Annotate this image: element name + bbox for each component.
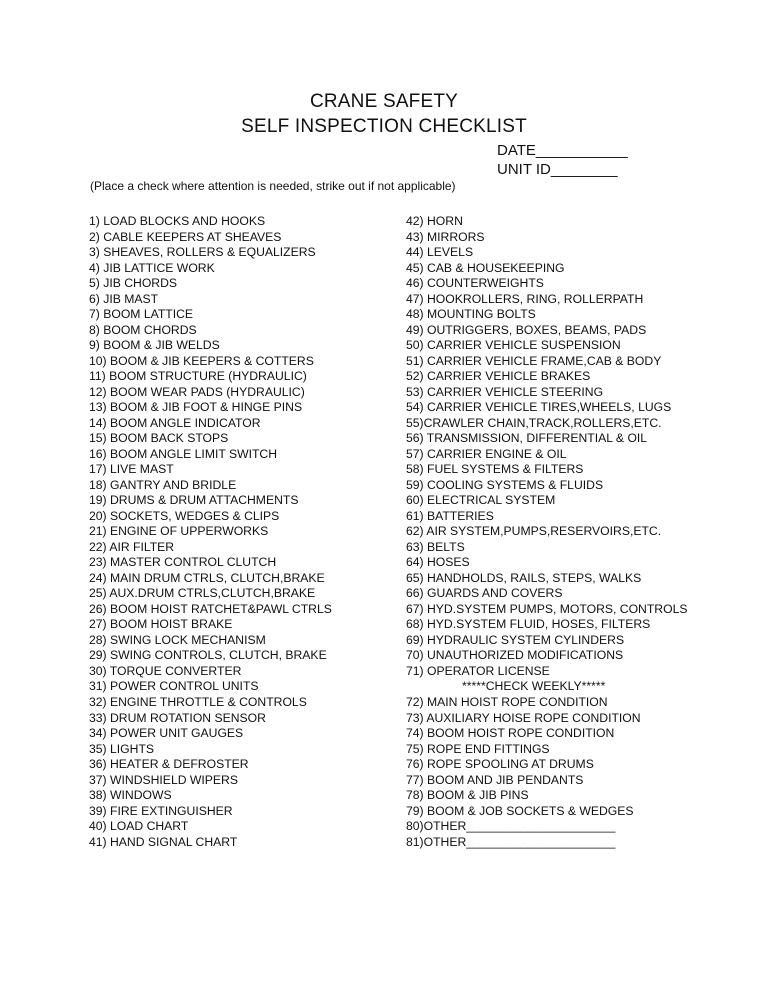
- checklist-item: 31) POWER CONTROL UNITS: [89, 679, 259, 694]
- checklist-item: 12) BOOM WEAR PADS (HYDRAULIC): [89, 384, 305, 399]
- checklist-item: 73) AUXILIARY HOISE ROPE CONDITION: [406, 710, 641, 725]
- checklist-item: 15) BOOM BACK STOPS: [89, 431, 229, 446]
- checklist-item: 78) BOOM & JIB PINS: [406, 788, 529, 803]
- checklist-item: 13) BOOM & JIB FOOT & HINGE PINS: [89, 400, 303, 415]
- checklist-item: 62) AIR SYSTEM,PUMPS,RESERVOIRS,ETC.: [406, 524, 662, 539]
- checklist-item: 77) BOOM AND JIB PENDANTS: [406, 772, 584, 787]
- checklist-item: 22) AIR FILTER: [89, 539, 175, 554]
- checklist-item: 20) SOCKETS, WEDGES & CLIPS: [89, 508, 280, 523]
- checklist-item: 69) HYDRAULIC SYSTEM CYLINDERS: [406, 632, 625, 647]
- checklist-item: 9) BOOM & JIB WELDS: [89, 338, 220, 353]
- checklist-item: 47) HOOKROLLERS, RING, ROLLERPATH: [406, 291, 644, 306]
- checklist-item: 45) CAB & HOUSEKEEPING: [406, 260, 565, 275]
- checklist-item: 18) GANTRY AND BRIDLE: [89, 477, 237, 492]
- date-field: DATE___________: [497, 142, 628, 159]
- checklist-item: 58) FUEL SYSTEMS & FILTERS: [406, 462, 584, 477]
- checklist-item: 16) BOOM ANGLE LIMIT SWITCH: [89, 446, 278, 461]
- checklist-item: 38) WINDOWS: [89, 788, 172, 803]
- checklist-item: 29) SWING CONTROLS, CLUTCH, BRAKE: [89, 648, 327, 663]
- checklist-item: 50) CARRIER VEHICLE SUSPENSION: [406, 338, 621, 353]
- checklist-item: 68) HYD.SYSTEM FLUID, HOSES, FILTERS: [406, 617, 651, 632]
- checklist-right-column: [406, 214, 688, 850]
- checklist-item: 61) BATTERIES: [406, 508, 494, 523]
- checklist-item: 34) POWER UNIT GAUGES: [89, 726, 244, 741]
- checklist-item: 79) BOOM & JOB SOCKETS & WEDGES: [406, 803, 634, 818]
- checklist-left-column: [89, 214, 332, 850]
- checklist-item: 19) DRUMS & DRUM ATTACHMENTS: [89, 493, 299, 508]
- checklist-item: 42) HORN: [406, 214, 463, 228]
- checklist-item: 74) BOOM HOIST ROPE CONDITION: [406, 726, 615, 741]
- checklist-item: 67) HYD.SYSTEM PUMPS, MOTORS, CONTROLS: [406, 601, 688, 616]
- checklist-item: 59) COOLING SYSTEMS & FLUIDS: [406, 477, 604, 492]
- checklist-item: 35) LIGHTS: [89, 741, 155, 756]
- checklist-item: 65) HANDHOLDS, RAILS, STEPS, WALKS: [406, 570, 642, 585]
- checklist-item: 55)CRAWLER CHAIN,TRACK,ROLLERS,ETC.: [406, 415, 662, 430]
- checklist-item: 24) MAIN DRUM CTRLS, CLUTCH,BRAKE: [89, 570, 325, 585]
- checklist-item: 26) BOOM HOIST RATCHET&PAWL CTRLS: [89, 601, 332, 616]
- checklist-item: 51) CARRIER VEHICLE FRAME,CAB & BODY: [406, 353, 662, 368]
- checklist-item: 56) TRANSMISSION, DIFFERENTIAL & OIL: [406, 431, 648, 446]
- checklist-item: 76) ROPE SPOOLING AT DRUMS: [406, 757, 594, 772]
- checklist-item: 2) CABLE KEEPERS AT SHEAVES: [89, 229, 282, 244]
- checklist-item: 49) OUTRIGGERS, BOXES, BEAMS, PADS: [406, 322, 647, 337]
- checklist-item: 25) AUX.DRUM CTRLS,CLUTCH,BRAKE: [89, 586, 316, 601]
- checklist-item: 46) COUNTERWEIGHTS: [406, 276, 544, 291]
- checklist-item: 21) ENGINE OF UPPERWORKS: [89, 524, 269, 539]
- checklist-item: 3) SHEAVES, ROLLERS & EQUALIZERS: [89, 245, 316, 260]
- weekly-check-header: *****CHECK WEEKLY*****: [462, 679, 606, 694]
- unit-id-field: UNIT ID________: [497, 161, 618, 178]
- checklist-item: 10) BOOM & JIB KEEPERS & COTTERS: [89, 353, 314, 368]
- checklist-item: 60) ELECTRICAL SYSTEM: [406, 493, 556, 508]
- checklist-item: 57) CARRIER ENGINE & OIL: [406, 446, 567, 461]
- checklist-item: 23) MASTER CONTROL CLUTCH: [89, 555, 277, 570]
- checklist-item: 17) LIVE MAST: [89, 462, 174, 477]
- checklist-item: 11) BOOM STRUCTURE (HYDRAULIC): [89, 369, 307, 384]
- checklist-item: 7) BOOM LATTICE: [89, 307, 194, 322]
- checklist-item: 5) JIB CHORDS: [89, 276, 178, 291]
- checklist-item: 66) GUARDS AND COVERS: [406, 586, 563, 601]
- checklist-item: 40) LOAD CHART: [89, 819, 189, 834]
- checklist-item: 39) FIRE EXTINGUISHER: [89, 803, 233, 818]
- checklist-item: 81)OTHER______________________: [406, 834, 616, 849]
- checklist-item: 48) MOUNTING BOLTS: [406, 307, 536, 322]
- checklist-item: 36) HEATER & DEFROSTER: [89, 757, 249, 772]
- checklist-item: 71) OPERATOR LICENSE: [406, 663, 550, 678]
- checklist-item: 33) DRUM ROTATION SENSOR: [89, 710, 266, 725]
- checklist-item: 4) JIB LATTICE WORK: [89, 260, 215, 275]
- checklist-item: 6) JIB MAST: [89, 291, 159, 306]
- checklist-item: 41) HAND SIGNAL CHART: [89, 834, 238, 849]
- checklist-item: 52) CARRIER VEHICLE BRAKES: [406, 369, 591, 384]
- checklist-item: 28) SWING LOCK MECHANISM: [89, 632, 266, 647]
- checklist-item: 72) MAIN HOIST ROPE CONDITION: [406, 694, 608, 709]
- checklist-item: 30) TORQUE CONVERTER: [89, 663, 242, 678]
- checklist-item: 1) LOAD BLOCKS AND HOOKS: [89, 214, 266, 228]
- page-title: CRANE SAFETY: [309, 91, 459, 112]
- checklist-item: 80)OTHER______________________: [406, 819, 616, 834]
- checklist-item: 54) CARRIER VEHICLE TIRES,WHEELS, LUGS: [406, 400, 672, 415]
- checklist-item: 43) MIRRORS: [406, 229, 485, 244]
- checklist-item: 53) CARRIER VEHICLE STEERING: [406, 384, 604, 399]
- checklist-item: 63) BELTS: [406, 539, 465, 554]
- checklist-item: 27) BOOM HOIST BRAKE: [89, 617, 233, 632]
- checklist-item: 75) ROPE END FITTINGS: [406, 741, 550, 756]
- checklist-item: 8) BOOM CHORDS: [89, 322, 197, 337]
- checklist-item: 70) UNAUTHORIZED MODIFICATIONS: [406, 648, 624, 663]
- checklist-item: 37) WINDSHIELD WIPERS: [89, 772, 238, 787]
- page-subtitle: SELF INSPECTION CHECKLIST: [241, 116, 527, 137]
- checklist-item: 14) BOOM ANGLE INDICATOR: [89, 415, 261, 430]
- checklist-item: 44) LEVELS: [406, 245, 474, 260]
- instruction-text: (Place a check where attention is needed, strike out if not applicable): [90, 179, 456, 193]
- checklist-item: 64) HOSES: [406, 555, 470, 570]
- checklist-item: 32) ENGINE THROTTLE & CONTROLS: [89, 694, 307, 709]
